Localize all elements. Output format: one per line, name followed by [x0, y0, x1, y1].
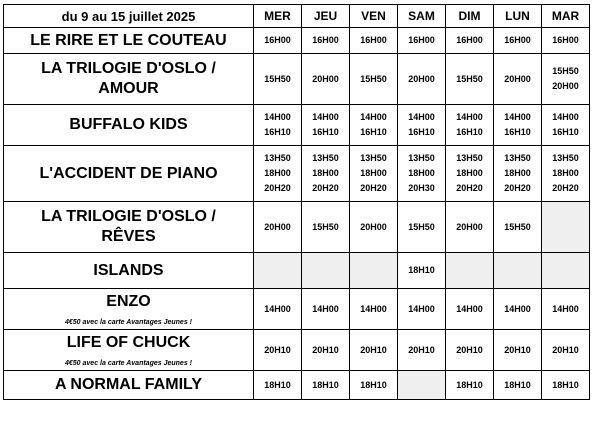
day-header: JEU [302, 5, 350, 28]
schedule-table [3, 4, 590, 400]
film-title-cell [4, 330, 254, 371]
showtime-cell: 16H00 [398, 28, 446, 54]
film-row [4, 289, 590, 330]
showtime-cell: 20H10 [398, 330, 446, 371]
showtime-cell: 20H00 [302, 54, 350, 105]
film-title: A NORMAL FAMILY [55, 376, 202, 393]
showtime-cell: 14H00 [254, 289, 302, 330]
showtime-cell: 16H00 [542, 28, 590, 54]
showtime-cell: 20H10 [446, 330, 494, 371]
showtime-cell: 15H50 [302, 202, 350, 253]
film-promo-note: 4€50 avec la carte Avantages Jeunes ! [65, 318, 192, 326]
film-title: ISLANDS [93, 261, 164, 279]
showtime-cell: 15H50 [350, 54, 398, 105]
showtime-cell [446, 253, 494, 289]
showtime-cell: 18H10 [398, 253, 446, 289]
film-promo-note: 4€50 avec la carte Avantages Jeunes ! [65, 359, 192, 367]
film-row [4, 146, 590, 202]
showtime-cell: 20H10 [302, 330, 350, 371]
showtime-cell: 20H00 [494, 54, 542, 105]
period-header: du 9 au 15 juillet 2025 [4, 5, 254, 28]
showtime-cell: 14H00 [302, 289, 350, 330]
showtime-cell: 18H10 [494, 371, 542, 400]
showtime-cell: 18H10 [542, 371, 590, 400]
showtime-cell [494, 253, 542, 289]
showtime-cell: 16H00 [254, 28, 302, 54]
showtime-cell: 13H50 18H00 20H20 [446, 146, 494, 202]
film-row [4, 28, 590, 54]
film-title: LA TRILOGIE D'OSLO / RÊVES [41, 208, 216, 245]
showtime-cell: 13H50 18H00 20H20 [494, 146, 542, 202]
film-title-cell [4, 371, 254, 400]
showtime-cell: 16H00 [302, 28, 350, 54]
showtime-cell [350, 253, 398, 289]
film-title-cell [4, 253, 254, 289]
showtime-cell: 14H00 [446, 289, 494, 330]
showtime-cell: 13H50 18H00 20H20 [302, 146, 350, 202]
showtime-cell: 15H50 [446, 54, 494, 105]
showtime-cell: 18H10 [350, 371, 398, 400]
film-row [4, 105, 590, 146]
showtime-cell: 13H50 18H00 20H20 [254, 146, 302, 202]
showtime-cell: 16H00 [446, 28, 494, 54]
header-row [4, 5, 590, 28]
showtime-cell [542, 202, 590, 253]
film-title-cell [4, 202, 254, 253]
showtime-cell: 16H00 [350, 28, 398, 54]
showtime-cell: 20H10 [542, 330, 590, 371]
film-row [4, 330, 590, 371]
showtime-cell [254, 253, 302, 289]
showtime-cell: 13H50 18H00 20H30 [398, 146, 446, 202]
day-header: MER [254, 5, 302, 28]
schedule-body [4, 28, 590, 400]
showtime-cell: 20H00 [446, 202, 494, 253]
showtime-cell: 14H00 16H10 [350, 105, 398, 146]
showtime-cell: 15H50 [398, 202, 446, 253]
film-title: LE RIRE ET LE COUTEAU [30, 31, 227, 49]
showtime-cell: 14H00 16H10 [542, 105, 590, 146]
day-header: LUN [494, 5, 542, 28]
day-header: SAM [398, 5, 446, 28]
showtime-cell: 20H00 [350, 202, 398, 253]
film-row [4, 202, 590, 253]
showtime-cell: 14H00 [542, 289, 590, 330]
showtime-cell: 20H00 [254, 202, 302, 253]
showtime-cell: 20H10 [254, 330, 302, 371]
showtime-cell: 14H00 [350, 289, 398, 330]
film-row [4, 54, 590, 105]
showtime-cell: 18H10 [254, 371, 302, 400]
day-header: MAR [542, 5, 590, 28]
film-row [4, 253, 590, 289]
film-title-cell [4, 54, 254, 105]
showtime-cell: 18H10 [446, 371, 494, 400]
film-row [4, 371, 590, 400]
film-title-cell [4, 28, 254, 54]
showtime-cell: 14H00 16H10 [398, 105, 446, 146]
showtime-cell: 14H00 [494, 289, 542, 330]
showtime-cell: 20H10 [494, 330, 542, 371]
showtime-cell: 20H10 [350, 330, 398, 371]
showtime-cell: 15H50 20H00 [542, 54, 590, 105]
day-header: VEN [350, 5, 398, 28]
day-header: DIM [446, 5, 494, 28]
showtime-cell: 16H00 [494, 28, 542, 54]
showtime-cell: 14H00 16H10 [254, 105, 302, 146]
film-title: LIFE OF CHUCK [66, 333, 191, 351]
film-title-cell [4, 146, 254, 202]
showtime-cell: 18H10 [302, 371, 350, 400]
showtime-cell [302, 253, 350, 289]
film-title-cell [4, 289, 254, 330]
film-title: ENZO [106, 292, 151, 310]
showtime-cell: 14H00 [398, 289, 446, 330]
showtime-cell: 15H50 [254, 54, 302, 105]
film-title: L'ACCIDENT DE PIANO [39, 164, 218, 182]
showtime-cell: 14H00 16H10 [302, 105, 350, 146]
film-title: BUFFALO KIDS [69, 116, 188, 133]
showtime-cell: 14H00 16H10 [494, 105, 542, 146]
showtime-cell: 20H00 [398, 54, 446, 105]
showtime-cell: 14H00 16H10 [446, 105, 494, 146]
showtime-cell: 13H50 18H00 20H20 [350, 146, 398, 202]
film-title-cell [4, 105, 254, 146]
film-title: LA TRILOGIE D'OSLO / AMOUR [41, 60, 216, 97]
showtime-cell: 13H50 18H00 20H20 [542, 146, 590, 202]
showtime-cell [542, 253, 590, 289]
showtime-cell [398, 371, 446, 400]
showtime-cell: 15H50 [494, 202, 542, 253]
